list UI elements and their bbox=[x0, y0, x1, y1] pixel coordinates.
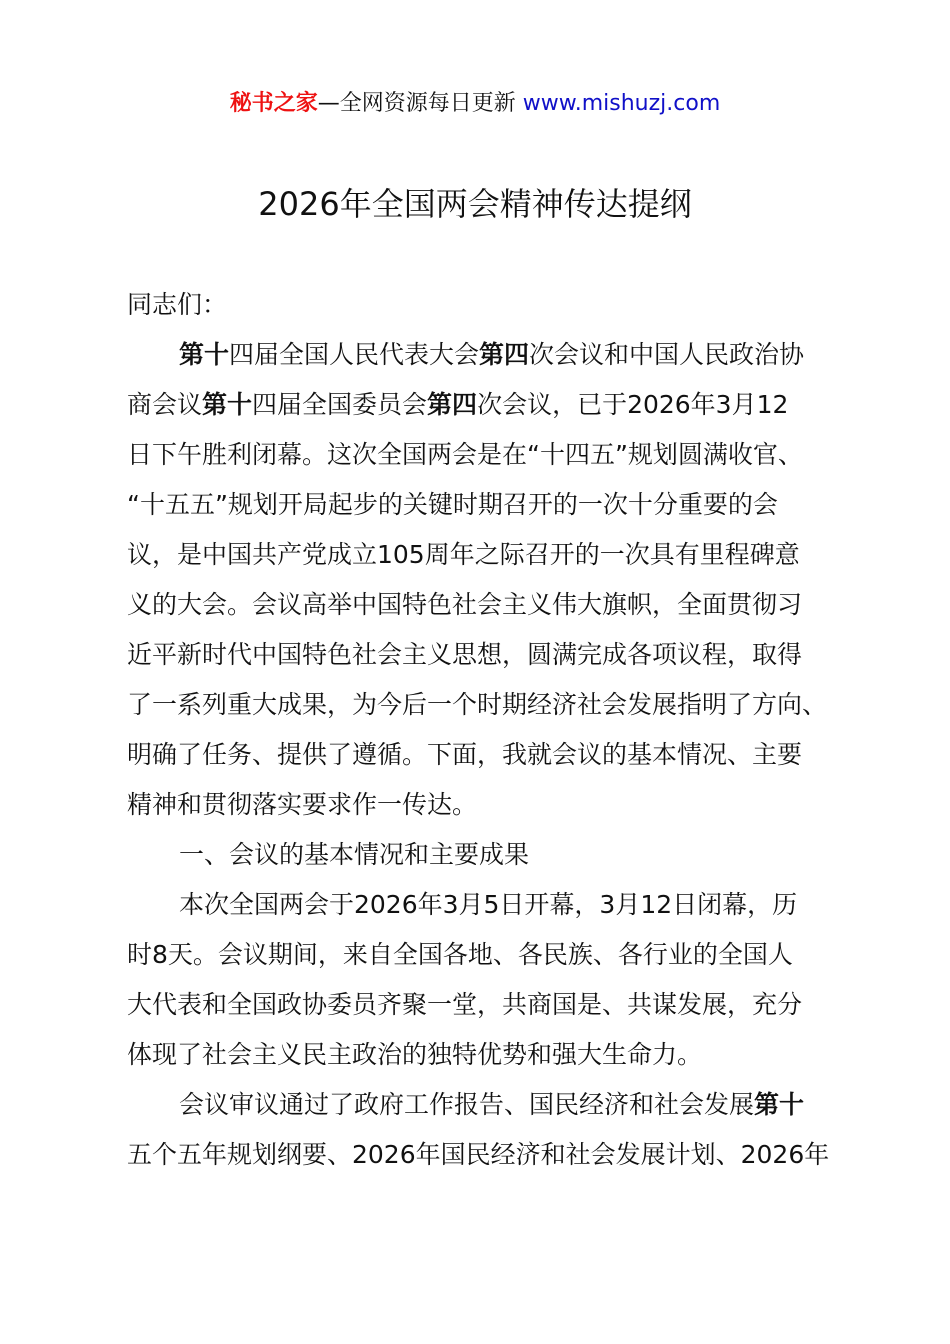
text-run: 义的大会。会议高举中国特色社会主义伟大旗帜，全面贯彻习 bbox=[127, 590, 803, 619]
paragraph-opening bbox=[127, 332, 833, 832]
text-run: 商会议 bbox=[127, 390, 203, 419]
text-run: 日下午胜利闭幕。这次全国两会是在“十四五”规划圆满收官、 bbox=[127, 440, 803, 469]
bold-text: 第十 bbox=[202, 390, 253, 419]
text-run: 明确了任务、提供了遵循。下面，我就会议的基本情况、主要 bbox=[127, 740, 803, 769]
document-title: 2026年全国两会精神传达提纲 bbox=[258, 185, 692, 223]
text-line bbox=[127, 1082, 833, 1132]
text-run: “十五五”规划开局起步的关键时期召开的一次十分重要的会 bbox=[127, 490, 778, 519]
text-line bbox=[127, 432, 833, 482]
paragraph-basic-info bbox=[127, 882, 833, 1082]
text-line bbox=[127, 332, 833, 382]
site-header bbox=[0, 88, 950, 120]
text-line bbox=[127, 1032, 833, 1082]
text-line bbox=[127, 632, 833, 682]
bold-text: 第十 bbox=[754, 1090, 805, 1119]
text-run: 会议审议通过了政府工作报告、国民经济和社会发展 bbox=[179, 1090, 755, 1119]
text-line bbox=[127, 382, 833, 432]
bold-text: 第四 bbox=[427, 390, 478, 419]
section-heading: 一、会议的基本情况和主要成果 bbox=[179, 840, 530, 869]
text-run: 四届全国人民代表大会 bbox=[229, 340, 480, 369]
text-run: 了一系列重大成果，为今后一个时期经济社会发展指明了方向、 bbox=[127, 690, 828, 719]
site-url-link[interactable]: www.mishuzj.com bbox=[522, 91, 721, 116]
document-body bbox=[127, 282, 833, 1182]
text-run: 议，是中国共产党成立105周年之际召开的一次具有里程碑意 bbox=[127, 540, 800, 569]
text-line bbox=[127, 882, 833, 932]
text-line bbox=[127, 732, 833, 782]
text-line bbox=[127, 982, 833, 1032]
text-line bbox=[127, 482, 833, 532]
text-run: 时8天。会议期间，来自全国各地、各民族、各行业的全国人 bbox=[127, 940, 793, 969]
bold-text: 第四 bbox=[479, 340, 530, 369]
text-line bbox=[127, 782, 833, 832]
paragraph-review bbox=[127, 1082, 833, 1182]
brand-name: 秘书之家 bbox=[229, 91, 318, 116]
text-run: 次会议和中国人民政治协 bbox=[529, 340, 805, 369]
text-run: 本次全国两会于2026年3月5日开幕，3月12日闭幕，历 bbox=[179, 890, 798, 919]
text-line bbox=[127, 1132, 833, 1182]
header-tagline: —全网资源每日更新 bbox=[317, 91, 523, 116]
text-run: 精神和贯彻落实要求作一传达。 bbox=[127, 790, 478, 819]
text-line bbox=[127, 932, 833, 982]
text-run: 次会议，已于2026年3月12 bbox=[477, 390, 789, 419]
salutation: 同志们： bbox=[127, 290, 228, 319]
text-run: 四届全国委员会 bbox=[252, 390, 428, 419]
text-run: 大代表和全国政协委员齐聚一堂，共商国是、共谋发展，充分 bbox=[127, 990, 803, 1019]
text-run: 五个五年规划纲要、2026年国民经济和社会发展计划、2026年 bbox=[127, 1140, 830, 1169]
text-line bbox=[127, 582, 833, 632]
text-line bbox=[127, 682, 833, 732]
bold-text: 第十 bbox=[179, 340, 230, 369]
text-run: 近平新时代中国特色社会主义思想，圆满完成各项议程，取得 bbox=[127, 640, 803, 669]
text-run: 体现了社会主义民主政治的独特优势和强大生命力。 bbox=[127, 1040, 703, 1069]
text-line bbox=[127, 532, 833, 582]
